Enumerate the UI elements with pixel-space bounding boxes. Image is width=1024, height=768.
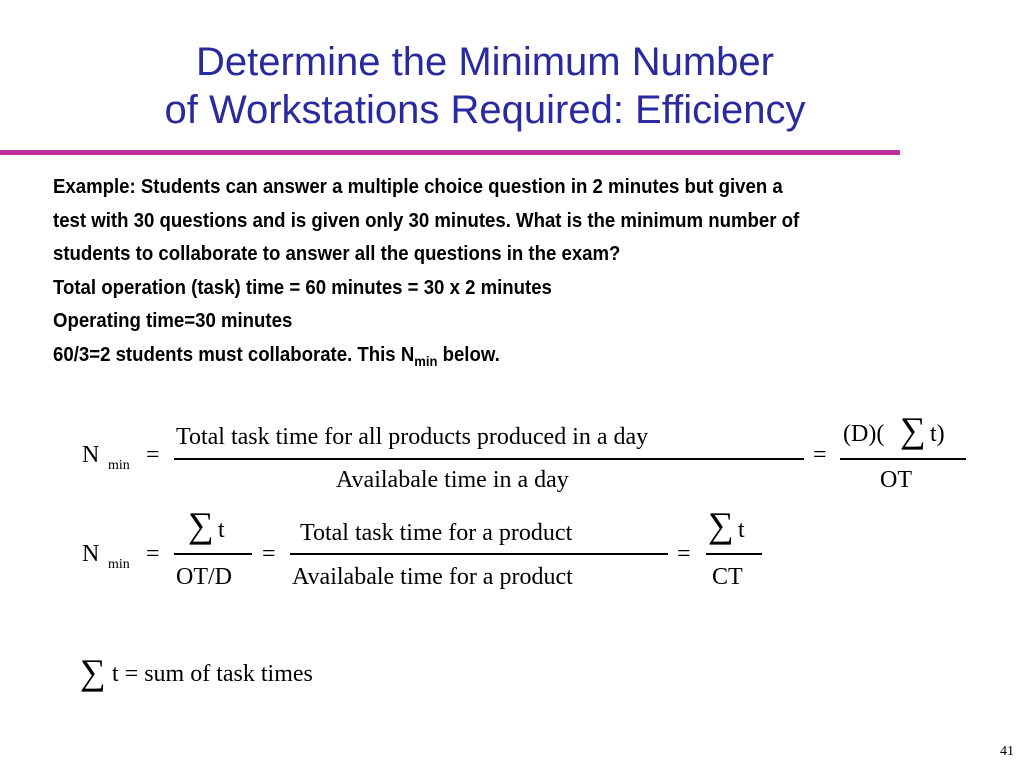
fraction-bar	[706, 553, 762, 555]
equals-sign: =	[146, 442, 160, 468]
page-number: 41	[1000, 744, 1014, 759]
fraction-bar	[840, 458, 966, 460]
fraction-denominator: OT/D	[176, 564, 232, 590]
n-symbol: N	[82, 442, 100, 468]
equals-sign: =	[262, 541, 276, 567]
slide-title	[0, 38, 970, 134]
fraction-bar	[174, 458, 804, 460]
title-line-2: of Workstations Required: Efficiency	[164, 88, 806, 132]
equals-sign: =	[813, 442, 827, 468]
example-line: Example: Students can answer a multiple choice question in 2 minutes but given a	[53, 176, 783, 198]
fraction-numerator: (D)(	[843, 421, 885, 447]
example-line: Operating time=30 minutes	[53, 310, 293, 332]
n-symbol: N	[82, 541, 100, 567]
sigma-symbol: ∑	[80, 652, 106, 692]
example-line: test with 30 questions and is given only 30 minutes. What is the minimum number of	[53, 209, 800, 232]
sigma-symbol: ∑	[708, 505, 734, 545]
fraction-numerator: t	[218, 517, 225, 543]
example-text	[53, 171, 946, 378]
sigma-symbol: ∑	[188, 505, 214, 545]
min-subscript: min	[108, 458, 130, 473]
equals-sign: =	[146, 541, 160, 567]
fraction-bar	[290, 553, 668, 555]
title-line-1: Determine the Minimum Number	[196, 40, 774, 84]
fraction-numerator: t)	[930, 421, 945, 447]
example-line: students to collaborate to answer all the questions in the exam?	[53, 243, 621, 265]
min-subscript: min	[108, 557, 130, 572]
sigma-symbol: ∑	[900, 410, 926, 450]
fraction-numerator: Total task time for all products produced in a day	[176, 424, 649, 450]
fraction-denominator: Availabale time in a day	[336, 467, 569, 493]
fraction-denominator: Availabale time for a product	[292, 564, 573, 590]
example-line: 60/3=2 students must collaborate. This $N_{min}$ below.	[53, 343, 500, 369]
fraction-denominator: OT	[880, 467, 912, 493]
definition-text: t = sum of task times	[112, 661, 313, 687]
fraction-numerator: Total task time for a product	[300, 520, 573, 546]
fraction-numerator: t	[738, 517, 745, 543]
equals-sign: =	[677, 541, 691, 567]
example-line: Total operation (task) time = 60 minutes = 30 x 2 minutes	[53, 276, 552, 299]
title-divider	[0, 150, 900, 155]
fraction-bar	[174, 553, 252, 555]
fraction-denominator: CT	[712, 564, 743, 590]
